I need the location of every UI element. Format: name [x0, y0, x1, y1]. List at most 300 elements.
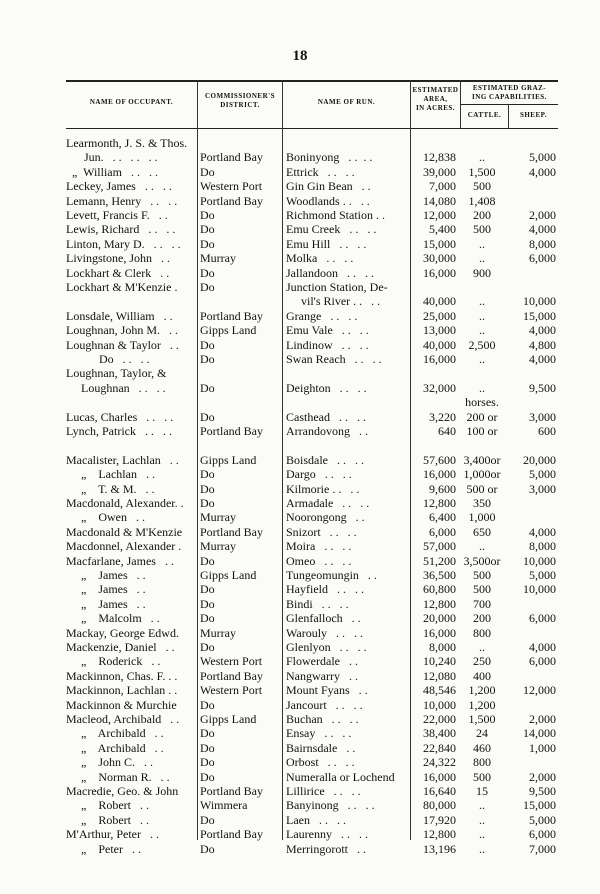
- run-cell: Boisdale . . . .: [286, 452, 364, 467]
- cattle-cell: 1,000: [468, 510, 496, 525]
- area-cell: 80,000: [423, 798, 456, 813]
- run-cell: Glenfalloch . .: [286, 611, 361, 626]
- table-row: [0, 194, 600, 208]
- area-cell: 13,000: [423, 323, 456, 338]
- sheep-cell: 14,000: [523, 726, 556, 741]
- cattle-cell: 900: [473, 265, 491, 280]
- district-cell: Do: [200, 841, 215, 856]
- area-cell: 6,000: [429, 524, 456, 539]
- occupant-cell: Macleod, Archibald . .: [66, 712, 180, 726]
- cattle-cell: ..: [479, 236, 485, 251]
- area-cell: 7,000: [429, 179, 456, 194]
- run-cell: Numeralla or Lochend: [286, 769, 395, 784]
- sheep-cell: 10,000: [523, 294, 556, 309]
- table-row: [0, 597, 600, 611]
- cattle-cell: 500: [473, 222, 491, 237]
- area-cell: 16,000: [423, 265, 456, 280]
- area-cell: 12,838: [423, 150, 456, 165]
- sheep-cell: 4,800: [529, 337, 556, 352]
- run-cell: Omeo . . . .: [286, 553, 352, 568]
- district-cell: Do: [200, 726, 215, 741]
- sheep-cell: 15,000: [523, 798, 556, 813]
- header-cattle: CATTLE.: [467, 111, 502, 119]
- run-cell: Tungeomungin . .: [286, 568, 377, 582]
- cattle-cell: 500: [473, 179, 491, 194]
- table-row: [0, 237, 600, 251]
- run-cell: Laen . . . .: [286, 812, 346, 827]
- table-row: [0, 683, 600, 697]
- occupant-cell: Macredie, Geo. & John: [66, 784, 179, 798]
- district-cell: Do: [200, 164, 215, 179]
- area-cell: 22,000: [423, 712, 456, 726]
- run-cell: Merringorott . .: [286, 841, 366, 856]
- occupant-cell: Lucas, Charles . . . .: [66, 409, 174, 424]
- occupant-cell: Mackinnon, Chas. F. . .: [66, 668, 178, 683]
- sheep-cell: 4,000: [529, 524, 556, 539]
- occupant-cell: „ Peter . .: [66, 841, 141, 856]
- header-grazing: [461, 84, 558, 102]
- cattle-cell: 500 or: [466, 481, 498, 496]
- area-cell: 16,000: [423, 769, 456, 784]
- district-cell: Wimmera: [200, 798, 248, 813]
- sheep-cell: 4,000: [529, 323, 556, 338]
- table-row: [0, 438, 600, 452]
- table-row: [0, 554, 600, 568]
- cattle-cell: 24: [476, 726, 488, 741]
- table-row: [0, 381, 600, 395]
- cattle-cell: 650: [473, 524, 491, 539]
- cattle-cell: horses.: [465, 395, 499, 410]
- sheep-cell: 10,000: [523, 582, 556, 597]
- run-cell: Flowerdale . .: [286, 654, 358, 669]
- district-cell: Gipps Land: [200, 323, 257, 338]
- header-sheep: SHEEP.: [519, 111, 548, 119]
- table-row: [0, 208, 600, 222]
- occupant-cell: Macalister, Lachlan . .: [66, 452, 179, 467]
- area-cell: 30,000: [423, 251, 456, 266]
- area-cell: 20,000: [423, 611, 456, 626]
- occupant-cell: Loughnan, Taylor, &: [66, 366, 167, 381]
- run-cell: Noorongong . .: [286, 510, 365, 525]
- occupant-cell: Macdonald & M'Kenzie: [66, 524, 183, 539]
- occupant-cell: Macdonnel, Alexander .: [66, 539, 182, 554]
- cattle-cell: 800: [473, 625, 491, 640]
- district-cell: Do: [200, 222, 215, 237]
- table-row: [0, 712, 600, 726]
- occupant-cell: Lewis, Richard . . . .: [66, 222, 176, 237]
- area-cell: 57,600: [423, 452, 456, 467]
- run-cell: Boninyong . . . .: [286, 150, 373, 165]
- district-cell: Gipps Land: [200, 568, 257, 582]
- header-grazing-line1: ESTIMATED GRAZ-: [472, 84, 547, 92]
- header-occupant: NAME OF OCCUPANT.: [89, 98, 174, 106]
- table-row: [0, 626, 600, 640]
- cattle-cell: 1,408: [468, 193, 496, 208]
- district-cell: Do: [200, 740, 215, 755]
- area-cell: 25,000: [423, 308, 456, 323]
- table-row: [0, 842, 600, 856]
- area-cell: 12,800: [423, 596, 456, 611]
- sheep-cell: 6,000: [529, 251, 556, 266]
- run-cell: Lillirice . . . .: [286, 784, 361, 798]
- header-district-line2: DISTRICT.: [220, 101, 260, 109]
- run-cell: Swan Reach . . . .: [286, 352, 382, 366]
- area-cell: 16,640: [423, 784, 456, 798]
- table-row: [0, 482, 600, 496]
- run-cell: Deighton . . . .: [286, 380, 367, 395]
- table-row: [0, 467, 600, 481]
- sheep-cell: 4,000: [529, 222, 556, 237]
- table-row: [0, 165, 600, 179]
- table-row: [0, 424, 600, 438]
- cattle-cell: ..: [479, 308, 485, 323]
- table-row: [0, 294, 600, 308]
- sheep-cell: 5,000: [529, 150, 556, 165]
- area-cell: 12,800: [423, 827, 456, 842]
- area-cell: 24,322: [423, 755, 456, 770]
- area-cell: 640: [438, 424, 456, 438]
- run-cell: Molka . . . .: [286, 251, 354, 266]
- occupant-cell: Jun. . . . . . .: [66, 150, 158, 165]
- table-row: [0, 453, 600, 467]
- table-row: [0, 496, 600, 510]
- header-area-line2: AREA,: [423, 95, 448, 103]
- table-row: [0, 640, 600, 654]
- table-row: [0, 669, 600, 683]
- header-area-line1: ESTIMATED: [412, 86, 459, 94]
- occupant-cell: Mackay, George Edwd.: [66, 625, 179, 640]
- run-cell: Bindi . . . .: [286, 596, 349, 611]
- occupant-cell: Learmonth, J. S. & Thos.: [66, 136, 188, 150]
- header-grazing-line2: ING CAPABILITIES.: [472, 93, 547, 101]
- table-row: [0, 150, 600, 164]
- sheep-cell: 600: [538, 424, 556, 438]
- run-cell: Banyinong . . . .: [286, 798, 375, 813]
- occupant-cell: Lockhart & M'Kenzie .: [66, 280, 178, 294]
- table-row: [0, 179, 600, 193]
- occupant-cell: Loughnan . . . .: [66, 380, 166, 395]
- cattle-cell: 800: [473, 755, 491, 770]
- area-cell: 16,000: [423, 625, 456, 640]
- sheep-cell: 5,000: [529, 568, 556, 582]
- area-cell: 16,000: [423, 352, 456, 366]
- table-row: [0, 323, 600, 337]
- district-cell: Portland Bay: [200, 524, 263, 539]
- table-row: [0, 539, 600, 553]
- district-cell: Do: [200, 280, 215, 294]
- cattle-cell: 250: [473, 654, 491, 669]
- district-cell: Western Port: [200, 179, 263, 194]
- run-cell: Mount Fyans . .: [286, 683, 368, 698]
- sheep-cell: 4,000: [529, 640, 556, 654]
- cattle-cell: ..: [479, 294, 485, 309]
- header-bottom-rule: [66, 128, 558, 129]
- table-row: [0, 309, 600, 323]
- area-cell: 40,000: [423, 294, 456, 309]
- district-cell: Portland Bay: [200, 150, 263, 165]
- occupant-cell: Leckey, James . . . .: [66, 179, 172, 194]
- occupant-cell: Lemann, Henry . . . .: [66, 193, 178, 208]
- run-cell: Jancourt . . . .: [286, 697, 363, 712]
- sheep-cell: 2,000: [529, 208, 556, 222]
- district-cell: Portland Bay: [200, 668, 263, 683]
- cattle-cell: 1,500: [468, 712, 496, 726]
- run-cell: Buchan . . . .: [286, 712, 359, 726]
- district-cell: Portland Bay: [200, 308, 263, 323]
- run-cell: Kilmorie . . . .: [286, 481, 360, 496]
- table-row: [0, 410, 600, 424]
- occupant-cell: „ Lachlan . .: [66, 467, 155, 482]
- area-cell: 60,800: [423, 582, 456, 597]
- header-top-rule: [66, 80, 558, 82]
- table-row: [0, 741, 600, 755]
- sheep-cell: 4,000: [529, 352, 556, 366]
- area-cell: 9,600: [429, 481, 456, 496]
- occupant-cell: Livingstone, John . .: [66, 251, 170, 266]
- sheep-cell: 3,000: [529, 481, 556, 496]
- occupant-cell: Lynch, Patrick . . . .: [66, 424, 172, 438]
- occupant-cell: „ John C. . .: [66, 755, 153, 770]
- cattle-cell: 3,400or: [463, 452, 501, 467]
- area-cell: 13,196: [423, 841, 456, 856]
- area-cell: 14,080: [423, 193, 456, 208]
- sheep-cell: 3,000: [529, 409, 556, 424]
- occupant-cell: Macfarlane, James . .: [66, 553, 174, 568]
- occupant-cell: „ Owen . .: [66, 510, 145, 525]
- district-cell: Do: [200, 352, 215, 366]
- district-cell: Do: [200, 236, 215, 251]
- cattle-cell: 350: [473, 496, 491, 510]
- area-cell: 10,000: [423, 697, 456, 712]
- cattle-cell: ..: [479, 150, 485, 165]
- district-cell: Portland Bay: [200, 193, 263, 208]
- table-row: [0, 784, 600, 798]
- occupant-cell: „ William . . . .: [66, 164, 158, 179]
- table-row: [0, 813, 600, 827]
- district-cell: Portland Bay: [200, 784, 263, 798]
- table-row: [0, 770, 600, 784]
- district-cell: Do: [200, 208, 215, 222]
- run-cell: Lindinow . . . .: [286, 337, 369, 352]
- area-cell: 22,840: [423, 740, 456, 755]
- table-row: [0, 582, 600, 596]
- cattle-cell: ..: [479, 380, 485, 395]
- area-cell: 48,546: [423, 683, 456, 698]
- sheep-cell: 4,000: [529, 164, 556, 179]
- run-cell: Hayfield . . . .: [286, 582, 364, 597]
- table-row: [0, 827, 600, 841]
- occupant-cell: „ Archibald . .: [66, 740, 164, 755]
- cattle-cell: 1,200: [468, 697, 496, 712]
- table-row: [0, 352, 600, 366]
- grazing-split-rule: [460, 104, 558, 105]
- sheep-cell: 6,000: [529, 611, 556, 626]
- occupant-cell: „ Robert . .: [66, 812, 149, 827]
- area-cell: 17,920: [423, 812, 456, 827]
- sheep-cell: 12,000: [523, 683, 556, 698]
- occupant-cell: Levett, Francis F. . .: [66, 208, 168, 222]
- district-cell: Portland Bay: [200, 424, 263, 438]
- area-cell: 12,800: [423, 496, 456, 510]
- run-cell: vil's River . . . .: [286, 294, 381, 309]
- cattle-cell: 3,500or: [463, 553, 501, 568]
- area-cell: 40,000: [423, 337, 456, 352]
- occupant-cell: Loughnan & Taylor . .: [66, 337, 179, 352]
- occupant-cell: M'Arthur, Peter . .: [66, 827, 159, 842]
- area-cell: 39,000: [423, 164, 456, 179]
- area-cell: 12,080: [423, 668, 456, 683]
- sheep-cell: 20,000: [523, 452, 556, 467]
- table-row: [0, 280, 600, 294]
- area-cell: 5,400: [429, 222, 456, 237]
- run-cell: Casthead . . . .: [286, 409, 366, 424]
- area-cell: 51,200: [423, 553, 456, 568]
- occupant-cell: „ Roderick . .: [66, 654, 161, 669]
- occupant-cell: „ T. & M. . .: [66, 481, 155, 496]
- table-row: [0, 798, 600, 812]
- sheep-cell: 7,000: [529, 841, 556, 856]
- table-row: [0, 568, 600, 582]
- occupant-cell: Mackinnon & Murchie: [66, 697, 177, 712]
- run-cell: Snizort . . . .: [286, 524, 357, 539]
- cattle-cell: 500: [473, 568, 491, 582]
- area-cell: 12,000: [423, 208, 456, 222]
- district-cell: Do: [200, 582, 215, 597]
- district-cell: Do: [200, 481, 215, 496]
- table-row: [0, 338, 600, 352]
- district-cell: Do: [200, 553, 215, 568]
- run-cell: Richmond Station . .: [286, 208, 385, 222]
- cattle-cell: 15: [476, 784, 488, 798]
- district-cell: Murray: [200, 251, 236, 266]
- sheep-cell: 2,000: [529, 712, 556, 726]
- run-cell: Jallandoon . . . .: [286, 265, 374, 280]
- district-cell: Do: [200, 265, 215, 280]
- cattle-cell: 100 or: [466, 424, 498, 438]
- table-row: [0, 510, 600, 524]
- district-cell: Murray: [200, 510, 236, 525]
- sheep-cell: 8,000: [529, 539, 556, 554]
- occupant-cell: „ Robert . .: [66, 798, 149, 813]
- cattle-cell: 200: [473, 208, 491, 222]
- header-area-line3: IN ACRES.: [415, 104, 456, 112]
- page-number: 18: [292, 48, 308, 64]
- district-cell: Do: [200, 697, 215, 712]
- header-district-line1: COMMISSIONER'S: [204, 92, 275, 100]
- sheep-cell: 9,500: [529, 380, 556, 395]
- table-row: [0, 726, 600, 740]
- area-cell: 16,000: [423, 467, 456, 482]
- run-cell: Grange . . . .: [286, 308, 358, 323]
- sheep-cell: 15,000: [523, 308, 556, 323]
- sheep-cell: 6,000: [529, 827, 556, 842]
- sheep-cell: 5,000: [529, 467, 556, 482]
- district-cell: Do: [200, 640, 215, 654]
- district-cell: Do: [200, 596, 215, 611]
- run-cell: Glenlyon . . . .: [286, 640, 367, 654]
- area-cell: 15,000: [423, 236, 456, 251]
- area-cell: 3,220: [429, 409, 456, 424]
- area-cell: 38,400: [423, 726, 456, 741]
- district-cell: Gipps Land: [200, 452, 257, 467]
- area-cell: 36,500: [423, 568, 456, 582]
- cattle-cell: ..: [479, 640, 485, 654]
- cattle-cell: 460: [473, 740, 491, 755]
- district-cell: Portland Bay: [200, 827, 263, 842]
- table-row: [0, 525, 600, 539]
- cattle-cell: ..: [479, 352, 485, 366]
- cattle-cell: 400: [473, 668, 491, 683]
- run-cell: Emu Hill . . . .: [286, 236, 367, 251]
- header-area: [411, 86, 460, 113]
- district-cell: Do: [200, 467, 215, 482]
- table-row: [0, 755, 600, 769]
- cattle-cell: ..: [479, 798, 485, 813]
- table-row: [0, 136, 600, 150]
- table-row: [0, 222, 600, 236]
- header-district: [198, 92, 282, 110]
- run-cell: Emu Creek . . . .: [286, 222, 377, 237]
- district-cell: Murray: [200, 625, 236, 640]
- cattle-cell: 500: [473, 582, 491, 597]
- area-cell: 6,400: [429, 510, 456, 525]
- sheep-cell: 9,500: [529, 784, 556, 798]
- table-row: [0, 611, 600, 625]
- district-cell: Do: [200, 337, 215, 352]
- run-cell: Ensay . . . .: [286, 726, 352, 741]
- cattle-cell: ..: [479, 827, 485, 842]
- run-cell: Woodlands . . . .: [286, 193, 370, 208]
- run-cell: Laurenny . . . .: [286, 827, 368, 842]
- run-cell: Nangwarry . .: [286, 668, 358, 683]
- cattle-cell: 200 or: [466, 409, 498, 424]
- district-cell: Gipps Land: [200, 712, 257, 726]
- district-cell: Do: [200, 380, 215, 395]
- occupant-cell: Do . . . .: [66, 352, 150, 366]
- district-cell: Do: [200, 769, 215, 784]
- run-cell: Arrandovong . .: [286, 424, 368, 438]
- cattle-cell: ..: [479, 841, 485, 856]
- occupant-cell: „ James . .: [66, 582, 146, 597]
- run-cell: Moira . . . .: [286, 539, 352, 554]
- occupant-cell: Mackinnon, Lachlan . .: [66, 683, 178, 698]
- occupant-cell: Loughnan, John M. . .: [66, 323, 178, 338]
- table-row: [0, 366, 600, 380]
- cattle-cell: 200: [473, 611, 491, 626]
- sheep-cell: 2,000: [529, 769, 556, 784]
- cattle-cell: ..: [479, 539, 485, 554]
- sheep-cell: 5,000: [529, 812, 556, 827]
- cattle-cell: 1,500: [468, 164, 496, 179]
- sheep-cell: 1,000: [529, 740, 556, 755]
- run-cell: Emu Vale . . . .: [286, 323, 369, 338]
- district-cell: Do: [200, 409, 215, 424]
- district-cell: Do: [200, 611, 215, 626]
- run-cell: Junction Station, De-: [286, 280, 388, 294]
- occupant-cell: Lonsdale, William . .: [66, 308, 173, 323]
- district-cell: Do: [200, 755, 215, 770]
- district-cell: Western Port: [200, 654, 263, 669]
- area-cell: 8,000: [429, 640, 456, 654]
- area-cell: 57,000: [423, 539, 456, 554]
- table-row: [0, 698, 600, 712]
- occupant-cell: „ Malcolm . .: [66, 611, 160, 626]
- district-cell: Western Port: [200, 683, 263, 698]
- header-run: NAME OF RUN.: [317, 98, 376, 106]
- occupant-cell: Linton, Mary D. . . . .: [66, 236, 181, 251]
- cattle-cell: 1,200: [468, 683, 496, 698]
- run-cell: Ettrick . . . .: [286, 164, 355, 179]
